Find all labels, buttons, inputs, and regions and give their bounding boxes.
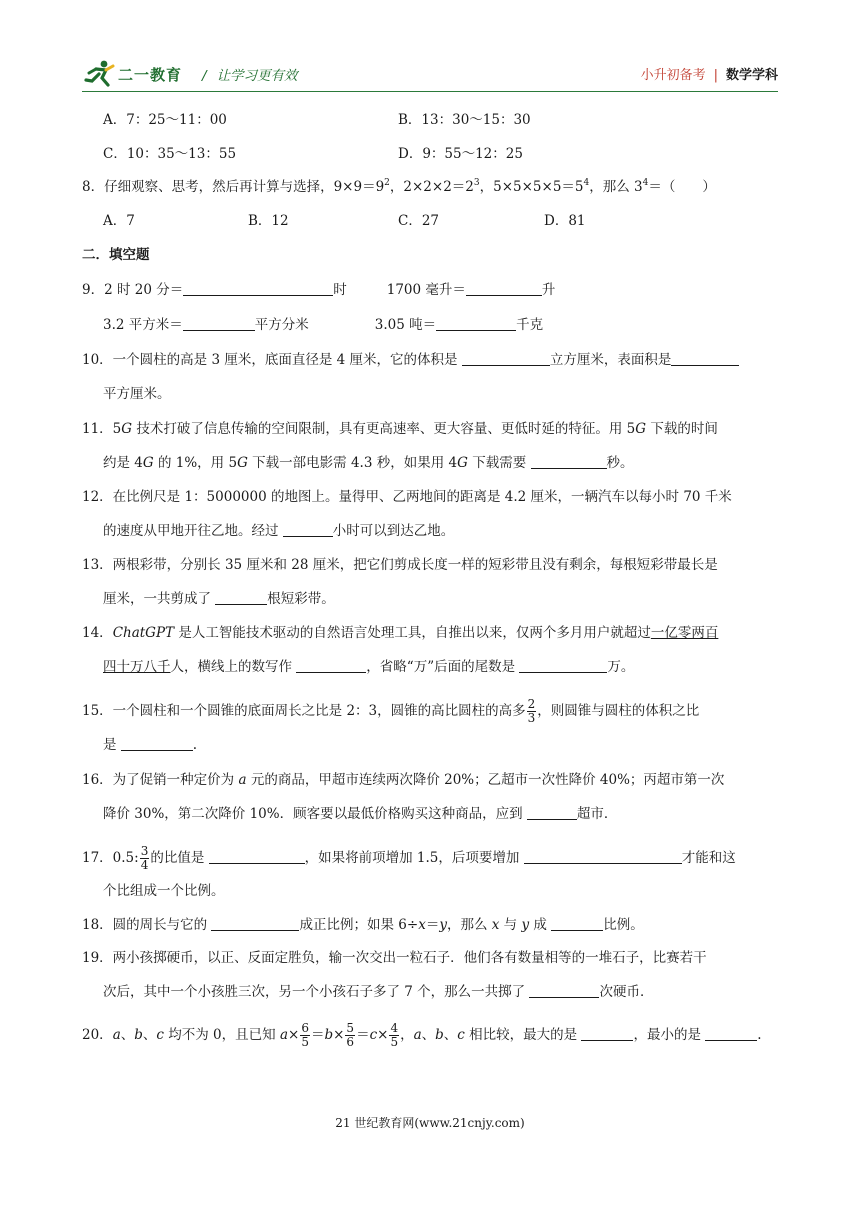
answer-blank[interactable] — [466, 281, 542, 296]
slogan: / 让学习更有效 — [202, 68, 298, 84]
subject-label: 数学学科 — [725, 68, 778, 83]
answer-blank[interactable] — [519, 658, 607, 673]
question-15-cont: 是 . — [103, 737, 198, 753]
fraction: $\frac{4}{5}$ — [390, 1021, 399, 1049]
q8-option-b: B．12 — [248, 213, 289, 229]
q8-option-c: C．27 — [398, 213, 440, 229]
question-13-cont: 厘米，一共剪成了 根短彩带。 — [103, 591, 335, 607]
question-10-cont: 平方厘米。 — [103, 386, 171, 402]
answer-blank[interactable] — [283, 522, 333, 537]
page-header — [82, 58, 778, 94]
fraction: $\frac{2}{3}$ — [527, 697, 536, 725]
header-rule — [82, 91, 778, 92]
q8-option-a: A．7 — [103, 213, 135, 229]
logo-text: 二一教育 — [118, 65, 183, 84]
answer-blank[interactable] — [529, 983, 599, 998]
fraction: $\frac{6}{5}$ — [301, 1021, 309, 1049]
question-19: 19．两小孩掷硬币，以正、反面定胜负，输一次交出一粒石子．他们各有数量相等的一堆石子，比赛若干 — [82, 950, 707, 966]
fraction: $\frac{3}{4}$ — [140, 844, 149, 872]
question-9-row2: 3.2 平方米＝ 平方分米 3.05 吨＝ 千克 — [103, 317, 544, 333]
answer-blank[interactable] — [524, 849, 682, 864]
fraction: $\frac{5}{6}$ — [346, 1021, 355, 1049]
question-16-cont: 降价 30%，第二次降价 10%．顾客要以最低价格购买这种商品，应到 超市． — [103, 806, 618, 822]
answer-blank[interactable] — [551, 916, 603, 931]
answer-blank[interactable] — [183, 316, 255, 331]
header-right: 小升初备考 | 数学学科 — [640, 68, 778, 83]
question-17: 17．0.5: $\frac{3}{4}$ 的比值是 ，如果将前项增加 1.5，后项要增加 才能和这 — [82, 844, 736, 872]
answer-blank[interactable] — [121, 736, 193, 751]
answer-blank[interactable] — [462, 351, 550, 366]
question-11: 11．5G 技术打破了信息传输的空间限制，具有更高速率、更大容量、更低时延的特征。用 5G 下载的时间 — [82, 421, 718, 437]
question-11-cont: 约是 4G 的 1%，用 5G 下载一部电影需 4.3 秒，如果用 4G 下载需要 秒。 — [103, 455, 634, 471]
question-12: 12．在比例尺是 1：5000000 的地图上。量得甲、乙两地间的距离是 4.2 厘米，一辆汽车以每小时 70 千米 — [82, 489, 732, 505]
answer-blank[interactable] — [705, 1026, 757, 1041]
q7-option-d: D．9：55～12：25 — [398, 146, 523, 162]
answer-blank[interactable] — [296, 658, 366, 673]
question-16: 16．为了促销一种定价为 a 元的商品，甲超市连续两次降价 20%；乙超市一次性降价 40%；丙超市第一次 — [82, 772, 725, 788]
page-footer: 21 世纪教育网(www.21cnjy.com) — [335, 1116, 525, 1130]
question-17-cont: 个比组成一个比例。 — [103, 883, 225, 899]
question-15: 15．一个圆柱和一个圆锥的底面周长之比是 2：3，圆锥的高比圆柱的高多 $\frac{2}{3}$ ，则圆锥与圆柱的体积之比 — [82, 697, 700, 725]
exam-label: 小升初备考 — [640, 68, 706, 83]
answer-blank[interactable] — [527, 805, 577, 820]
q7-option-c: C．10：35～13：55 — [103, 146, 237, 162]
answer-blank[interactable] — [581, 1026, 633, 1041]
question-19-cont: 次后，其中一个小孩胜三次，另一个小孩石子多了 7 个，那么一共掷了 次硬币． — [103, 984, 654, 1000]
question-18: 18．圆的周长与它的 成正比例；如果 6÷x＝y，那么 x 与 y 成 比例。 — [82, 917, 644, 933]
question-9-row1: 9．2 时 20 分＝ 时 1700 毫升＝ 升 — [82, 282, 556, 298]
answer-blank[interactable] — [209, 849, 305, 864]
answer-blank[interactable] — [436, 316, 516, 331]
answer-blank[interactable] — [671, 351, 739, 366]
q8-option-d: D．81 — [544, 213, 586, 229]
runner-logo-icon — [82, 59, 116, 89]
answer-blank[interactable] — [531, 454, 607, 469]
logo — [82, 58, 182, 90]
answer-blank[interactable] — [183, 281, 333, 296]
question-8: 8．仔细观察、思考，然后再计算与选择，$9\times 9=9^2$，$2\times 2\times 2=2^3$，$5\times 5\times 5\times 5=5^4$，那么 $3^4=$（ ） — [82, 178, 716, 195]
q7-option-b: B．13：30～15：30 — [398, 112, 531, 128]
question-13: 13．两根彩带，分别长 35 厘米和 28 厘米，把它们剪成长度一样的短彩带且没有剩余，每根短彩带最长是 — [82, 557, 718, 573]
question-14: 14．ChatGPT 是人工智能技术驱动的自然语言处理工具，自推出以来，仅两个多月用户就超过一亿零两百 — [82, 625, 719, 641]
question-20: 20．a、b、c 均不为 0，且已知 a× $\frac{6}{5}$ ＝b× $\frac{5}{6}$ ＝c× $\frac{4}{5}$ ，a、b、c 相比较，最大的是 ，最小的是 . — [82, 1021, 762, 1049]
question-10: 10．一个圆柱的高是 3 厘米，底面直径是 4 厘米，它的体积是 立方厘米，表面积是 — [82, 351, 739, 369]
answer-blank[interactable] — [215, 590, 267, 605]
slogan-text: 让学习更有效 — [216, 68, 298, 84]
question-12-cont: 的速度从甲地开往乙地。经过 小时可以到达乙地。 — [103, 523, 455, 539]
question-14-cont: 四十万八千人，横线上的数写作 ，省略“万”后面的尾数是 万。 — [103, 659, 635, 675]
section-heading-fill-in: 二．填空题 — [82, 247, 150, 263]
answer-blank[interactable] — [211, 916, 299, 931]
q7-option-a: A．7：25～11：00 — [103, 112, 227, 128]
